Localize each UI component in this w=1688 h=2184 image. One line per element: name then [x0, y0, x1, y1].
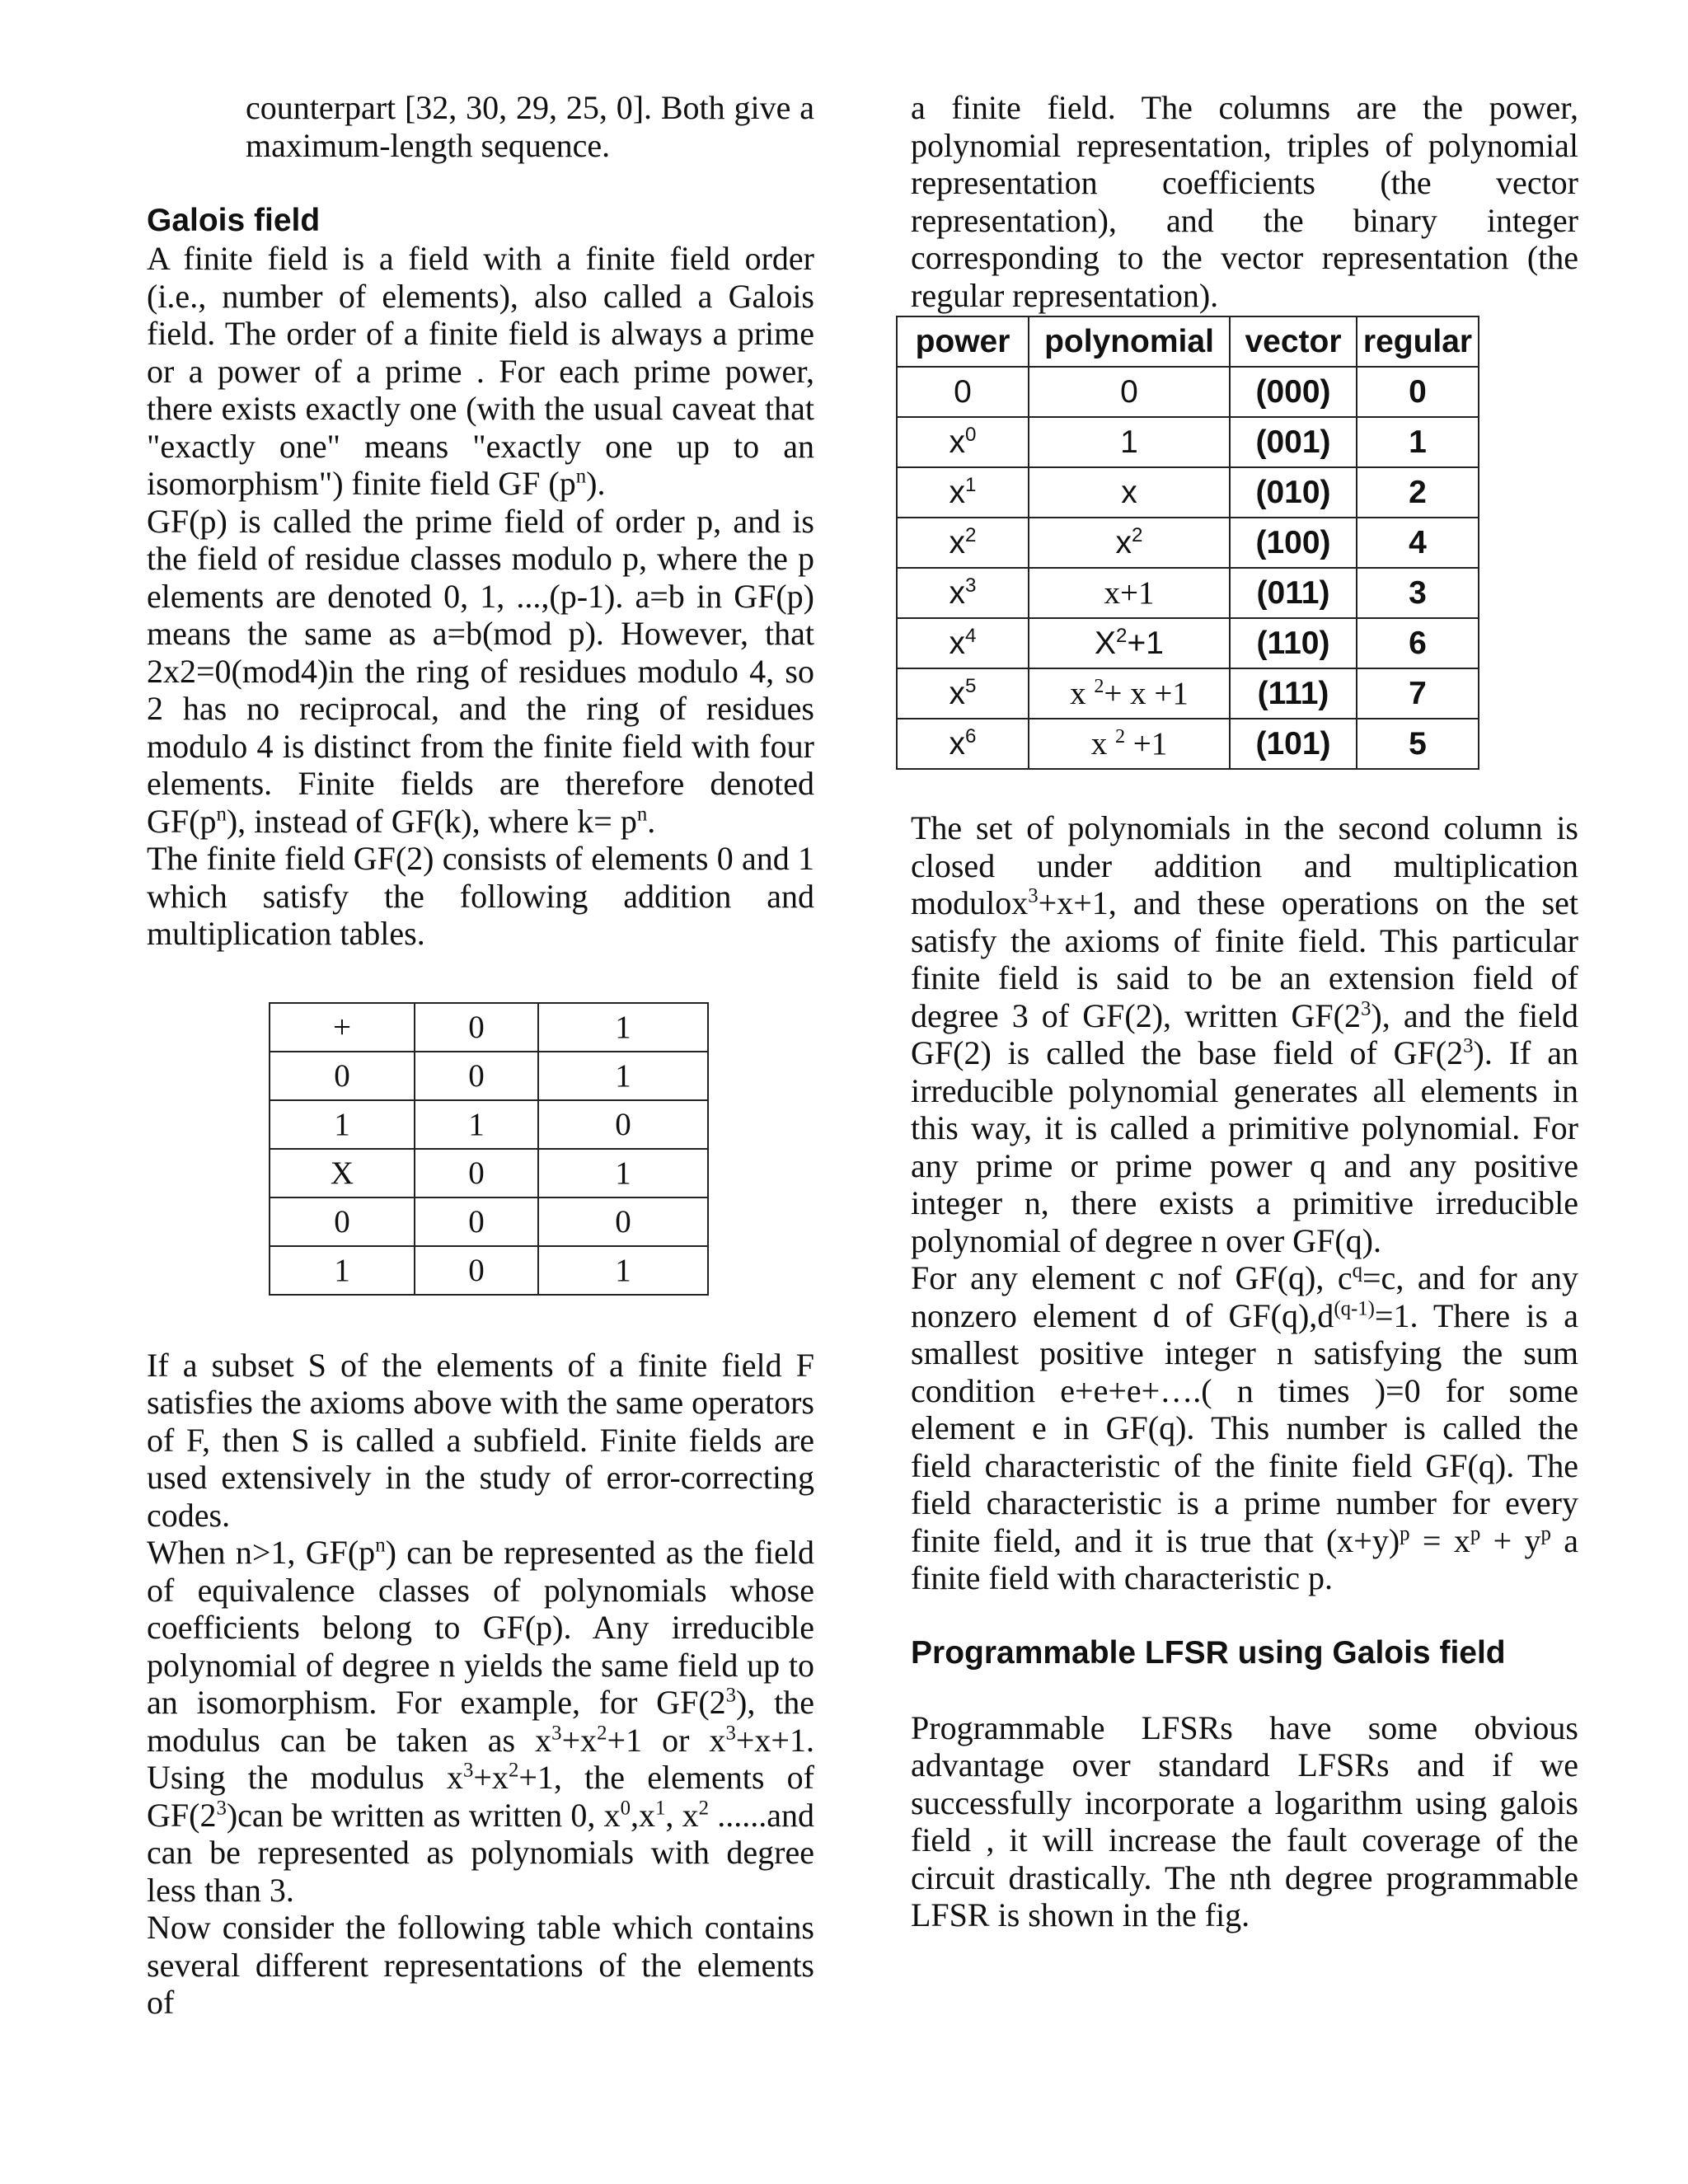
polynomial-cell: $x^2$ — [1029, 518, 1230, 568]
gf2-table — [269, 1002, 709, 1296]
gf2-table-cell: 0 — [415, 1149, 538, 1197]
representations-table — [896, 316, 1479, 770]
vector-cell: (001) — [1230, 417, 1357, 467]
subfield-paragraph: If a subset S of the elements of a finite field F satisfies the axioms above with the same operators of F, then S is called a subfield. Finite fields are used extensively in the study of error-correcting codes. — [147, 1346, 814, 1534]
characteristic-paragraph: For any element c nof GF(q), $c^q=c$, and for any nonzero element d of $GF(q),d^{(q-1)}=1$. There is a smallest positive integer n satisfying the sum condition e+e+e+….( n times )=0 for some element e in GF(q). This number is called the field characteristic of the finite field GF(q). The field characteristic is a prime number for every finite field, and it is true that $(x+y)^p = x^p + y^p$ a finite field with characteristic p. — [911, 1259, 1579, 1596]
header-regular: regular — [1357, 316, 1479, 367]
vector-cell: (011) — [1230, 568, 1357, 618]
representations-row — [897, 618, 1479, 668]
gf2-table-row — [270, 1246, 708, 1295]
header-vector: vector — [1230, 316, 1357, 367]
left-column — [147, 89, 814, 2022]
galois-intro-paragraph: A finite field is a field with a finite field order (i.e., number of elements), also called a Galois field. The order of a finite field is always a prime or a power of a prime . For each prime power, there exists exactly one (with the usual caveat that "exactly one" means "exactly one up to an isomorphism") finite field GF $(p^n)$. — [147, 240, 814, 502]
galois-field-heading: Galois field — [147, 203, 321, 238]
power-cell: $x^1$ — [897, 467, 1029, 518]
gf2-table-row — [270, 1003, 708, 1052]
representations-row — [897, 568, 1479, 618]
vector-cell: (111) — [1230, 668, 1357, 719]
gf2-table-cell: 1 — [538, 1003, 708, 1052]
power-cell: $x^3$ — [897, 568, 1029, 618]
header-polynomial: polynomial — [1029, 316, 1230, 367]
representations-row — [897, 668, 1479, 719]
vector-cell: (101) — [1230, 719, 1357, 769]
right-column — [911, 89, 1578, 1934]
representations-row — [897, 518, 1479, 568]
gf2-table-row — [270, 1052, 708, 1100]
closed-paragraph: The set of polynomials in the second column is closed under addition and multiplication modulox$^3$+x+1, and these operations on the set satisfy the axioms of finite field. This particular finite field is said to be an extension field of degree 3 of GF(2), written $GF(2^3)$, and the field GF(2) is called the base field of $GF(2^3)$. If an irreducible polynomial generates all elements in this way, it is called a primitive polynomial. For any prime or prime power q and any positive integer n, there exists a primitive irreducible polynomial of degree n over GF(q). — [911, 809, 1578, 1259]
representations-row — [897, 417, 1479, 467]
vector-cell: (100) — [1230, 518, 1357, 568]
power-cell: $x^2$ — [897, 518, 1029, 568]
regular-cell: 5 — [1357, 719, 1479, 769]
power-cell: $x^6$ — [897, 719, 1029, 769]
power-cell: $x^4$ — [897, 618, 1029, 668]
power-cell: $x^5$ — [897, 668, 1029, 719]
gf2-table-cell: 0 — [415, 1246, 538, 1295]
gf2-table-cell: 0 — [415, 1197, 538, 1246]
lead-paragraph: counterpart [32, 30, 29, 25, 0]. Both give a maximum-length sequence. — [246, 89, 814, 164]
polynomial-cell: x — [1029, 467, 1230, 518]
polynomial-cell: x $^2$ +1 — [1029, 719, 1230, 769]
representation-paragraph: When n>1, $GF(p^n)$ can be represented as the field of equivalence classes of polynomials whose coefficients belong to GF(p). Any irreducible polynomial of degree n yields the same field up to an isomorphism. For example, for $GF(2^3)$, the modulus can be taken as $x^3+x^2+1$ or $x^3+x+1$. Using the modulus $x^3+x^2+1$, the elements of $GF(2^3)can$ be written as written 0, $x^0,x^1$, $x^2$ ......and can be represented as polynomials with degree less than 3. — [147, 1534, 814, 1909]
representations-row — [897, 467, 1479, 518]
header-power: power — [897, 316, 1029, 367]
table-intro-paragraph: a finite field. The columns are the power, polynomial representation, triples of polynomial representation coefficients (the vector representation), and the binary integer corresponding to the vector representation (the regular representation). — [911, 89, 1578, 314]
vector-cell: (000) — [1230, 367, 1357, 417]
representations-header-row — [897, 316, 1479, 367]
regular-cell: 1 — [1357, 417, 1479, 467]
gf2-table-cell: 0 — [270, 1052, 415, 1100]
gf2-table-cell: X — [270, 1149, 415, 1197]
polynomial-cell: x $^2$+ x +1 — [1029, 668, 1230, 719]
gf2-paragraph: The finite field GF(2) consists of elements 0 and 1 which satisfy the following addition and multiplication tables. — [147, 840, 814, 952]
gf2-table-row — [270, 1197, 708, 1246]
polynomial-cell: $X^2+1$ — [1029, 618, 1230, 668]
prime-field-paragraph: GF(p) is called the prime field of order p, and is the field of residue classes modulo p, where the p elements are denoted 0, 1, ...,(p-1). a=b in GF(p) means the same as a=b(mod p). However, that 2x2=0(mod4)in the ring of residues modulo 4, so 2 has no reciprocal, and the ring of residues modulo 4 is distinct from the finite field with four elements. Finite fields are therefore denoted $GF(p^n)$, instead of GF(k), where $k= p^n$. — [147, 502, 814, 840]
gf2-table-cell: 1 — [538, 1149, 708, 1197]
regular-cell: 2 — [1357, 467, 1479, 518]
gf2-table-cell: 0 — [415, 1052, 538, 1100]
polynomial-cell: 1 — [1029, 417, 1230, 467]
regular-cell: 0 — [1357, 367, 1479, 417]
regular-cell: 4 — [1357, 518, 1479, 568]
lfsr-paragraph: Programmable LFSRs have some obvious advantage over standard LFSRs and if we successfully incorporate a logarithm using galois field , it will increase the fault coverage of the circuit drastically. The nth degree programmable LFSR is shown in the fig. — [911, 1708, 1578, 1933]
representations-row — [897, 367, 1479, 417]
vector-cell: (010) — [1230, 467, 1357, 518]
gf2-table-cell: 0 — [415, 1003, 538, 1052]
polynomial-cell: 0 — [1029, 367, 1230, 417]
gf2-table-cell: 0 — [538, 1197, 708, 1246]
gf2-table-cell: 1 — [270, 1246, 415, 1295]
lfsr-heading: Programmable LFSR using Galois field — [911, 1634, 1506, 1671]
gf2-table-cell: 1 — [270, 1100, 415, 1149]
gf2-table-row — [270, 1100, 708, 1149]
polynomial-cell: x+1 — [1029, 568, 1230, 618]
representations-row — [897, 719, 1479, 769]
power-cell: 0 — [897, 367, 1029, 417]
gf2-table-cell: 0 — [538, 1100, 708, 1149]
regular-cell: 6 — [1357, 618, 1479, 668]
regular-cell: 3 — [1357, 568, 1479, 618]
gf2-table-cell: 1 — [415, 1100, 538, 1149]
gf2-table-cell: 1 — [538, 1052, 708, 1100]
regular-cell: 7 — [1357, 668, 1479, 719]
power-cell: $x^0$ — [897, 417, 1029, 467]
consider-paragraph: Now consider the following table which contains several different representations of the elements of — [147, 1909, 814, 2021]
gf2-table-cell: 0 — [270, 1197, 415, 1246]
gf2-table-cell: + — [270, 1003, 415, 1052]
gf2-table-row — [270, 1149, 708, 1197]
gf2-table-cell: 1 — [538, 1246, 708, 1295]
vector-cell: (110) — [1230, 618, 1357, 668]
